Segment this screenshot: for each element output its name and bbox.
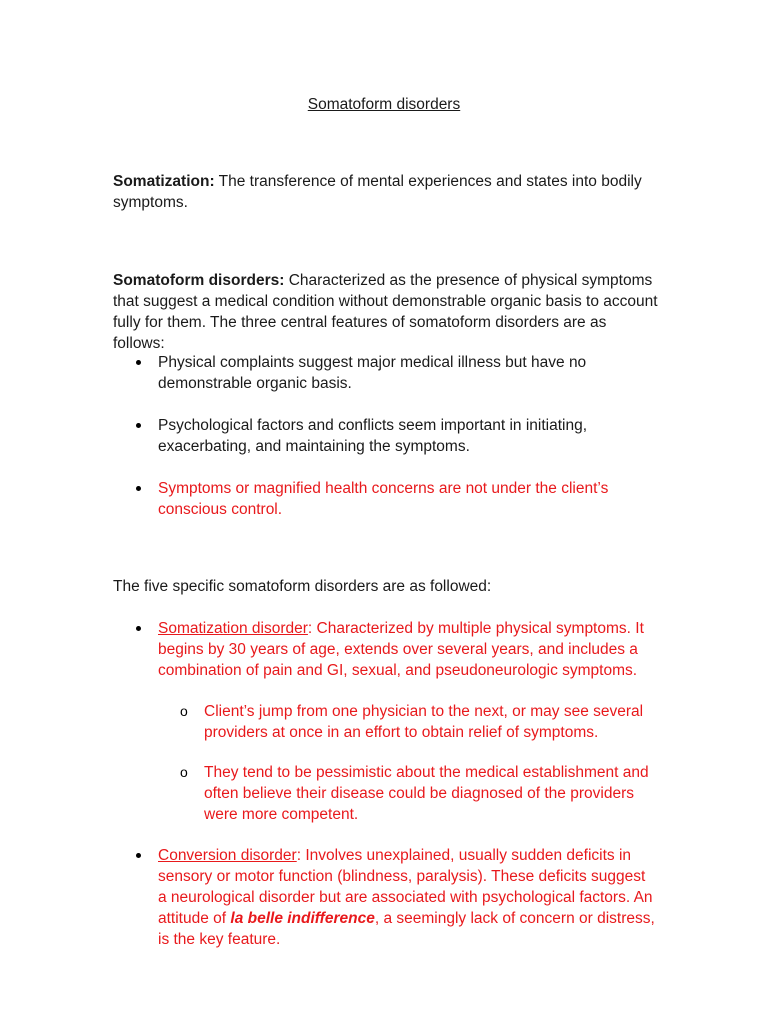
- somatoform-text: Characterized as the presence of physical symptoms that suggest a medical condition without demonstrable organic basis to account fully for them. The three central features of somatoform disorders are as follows:: [113, 272, 658, 352]
- sub-item-2-text: They tend to be pessimistic about the medical establishment and often believe their disease could be diagnosed of the providers were more competent.: [204, 764, 649, 823]
- la-belle-indifference: la belle indifference: [230, 910, 375, 927]
- feature-item-3: Symptoms or magnified health concerns are not under the client’s conscious control.: [158, 478, 658, 520]
- sub-item-1: [180, 701, 659, 743]
- document-title: Somatoform disorders: [307, 96, 461, 113]
- somatization-term: Somatization:: [113, 173, 215, 190]
- sub-item-2: [180, 762, 659, 825]
- hollow-bullet-icon: o: [180, 703, 188, 719]
- somatoform-term: Somatoform disorders:: [113, 272, 285, 289]
- sub-item-1-text: Client’s jump from one physician to the next, or may see several providers at once in an effort to obtain relief of symptoms.: [204, 703, 644, 741]
- disorder-desc-conversion-2: , a seemingly lack of concern or distress, is the key feature.: [158, 910, 655, 948]
- somatization-definition: [113, 171, 658, 213]
- disorder-desc-conversion-1: : Involves unexplained, usually sudden deficits in sensory or motor function (blindness, paralysis). These deficits suggest a neurological disorder but are associated with psychological factors. An attitude of: [158, 847, 653, 927]
- disorder-item-conversion: [158, 845, 658, 950]
- hollow-bullet-icon: o: [180, 764, 188, 780]
- five-disorders-intro: The five specific somatoform disorders are as followed:: [113, 578, 492, 595]
- somatization-text: The transference of mental experiences and states into bodily symptoms.: [113, 173, 642, 211]
- disorder-name-conversion: Conversion disorder: [158, 847, 297, 864]
- disorder-item-somatization: [158, 618, 658, 681]
- somatoform-definition: [113, 270, 658, 354]
- feature-item-1: Physical complaints suggest major medical illness but have no demonstrable organic basis.: [158, 352, 658, 394]
- disorder-desc-somatization: : Characterized by multiple physical symptoms. It begins by 30 years of age, extends over several years, and includes a combination of pain and GI, sexual, and pseudoneurologic symptoms.: [158, 620, 644, 679]
- disorder-name-somatization: Somatization disorder: [158, 620, 308, 637]
- feature-item-2: Psychological factors and conflicts seem important in initiating, exacerbating, and maintaining the symptoms.: [158, 415, 658, 457]
